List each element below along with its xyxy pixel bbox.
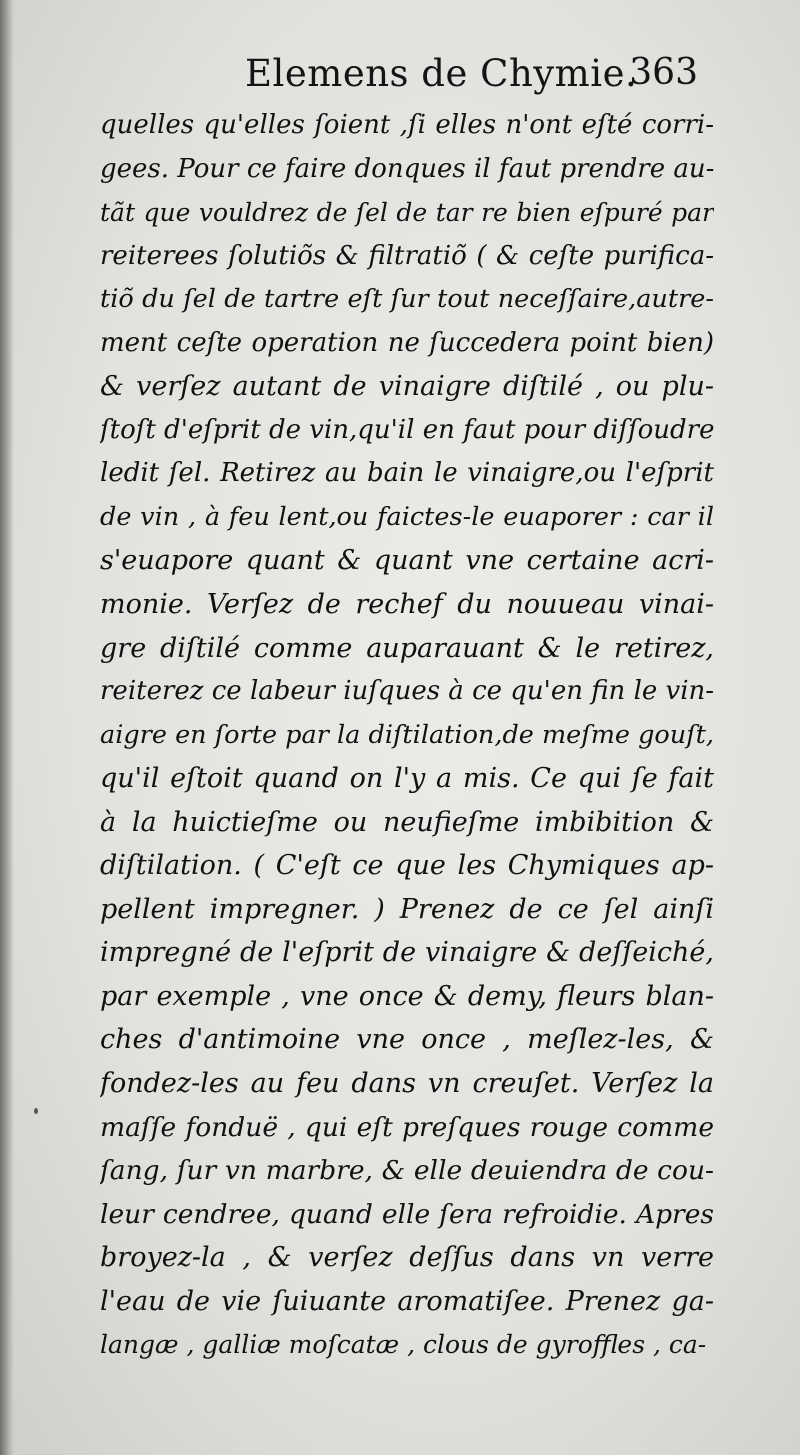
text-line: de vin , à feu lent,ou faictes-le euaporer : car il	[100, 501, 714, 532]
text-line: l'eau de vie ſuiuante aromatiſee. Prenez ga-	[100, 1285, 714, 1317]
text-line: à la huictieſme ou neufieſme imbibition &	[100, 806, 714, 838]
text-line: monie. Verſez de rechef du nouueau vinai-	[100, 589, 714, 621]
text-line: fondez-les au feu dans vn creuſet. Verſez la	[100, 1068, 714, 1100]
text-line: ſtoſt d'eſprit de vin,qu'il en faut pour diſſoudre	[100, 414, 714, 445]
text-line: ment ceſte operation ne ſuccedera point bien)	[100, 327, 714, 358]
text-line: qu'il eſtoit quand on l'y a mis. Ce qui ſe fait	[100, 763, 714, 795]
text-line: par exemple , vne once & demy, fleurs blan-	[100, 980, 714, 1012]
text-line: quelles qu'elles ſoient ,ſi elles n'ont eſté corri-	[100, 110, 714, 140]
text-line: tãt que vouldrez de ſel de tar re bien eſpuré par	[100, 198, 714, 228]
text-line: leur cendree, quand elle ſera refroidie. Apres	[100, 1198, 714, 1230]
text-line: aigre en ſorte par la diſtilation,de meſme gouſt,	[100, 719, 714, 750]
text-line: broyez-la , & verſez deſſus dans vn verre	[100, 1242, 714, 1274]
text-line: & verſez autant de vinaigre diſtilé , ou plu-	[100, 371, 714, 403]
text-line: pellent impregner. ) Prenez de ce ſel ainſi	[100, 893, 714, 925]
text-line: ſang, ſur vn marbre, & elle deuiendra de cou-	[100, 1155, 714, 1187]
text-line: s'euapore quant & quant vne certaine acri-	[100, 545, 714, 577]
page-header	[100, 52, 700, 102]
page-number: 363	[629, 52, 698, 93]
text-line: impregné de l'eſprit de vinaigre & deſſeiché,	[100, 937, 714, 969]
text-line: ches d'antimoine vne once , meſlez-les, &	[100, 1024, 714, 1056]
text-line: ledit ſel. Retirez au bain le vinaigre,ou l'eſprit	[100, 458, 714, 489]
text-line: langæ , galliæ moſcatæ , clous de gyroffles , ca-	[100, 1330, 707, 1360]
text-line: diſtilation. ( C'eſt ce que les Chymiques ap-	[100, 850, 714, 882]
text-line: gees. Pour ce faire donques il faut prendre au-	[100, 153, 714, 184]
text-line: maſſe fonduë , qui eſt preſques rouge comme	[100, 1111, 714, 1143]
text-line: gre diſtilé comme auparauant & le retirez,	[100, 632, 714, 664]
body-text	[100, 104, 714, 1367]
text-line: reiterez ce labeur iuſques à ce qu'en fin le vin-	[100, 676, 714, 707]
ink-speck	[34, 1108, 38, 1114]
running-title: Elemens de Chymie.	[245, 52, 638, 95]
text-line: reiterees ſolutiõs & filtratiõ ( & ceſte purifica-	[100, 240, 714, 271]
text-line: tiõ du ſel de tartre eſt ſur tout neceſſaire,autre-	[100, 284, 714, 315]
